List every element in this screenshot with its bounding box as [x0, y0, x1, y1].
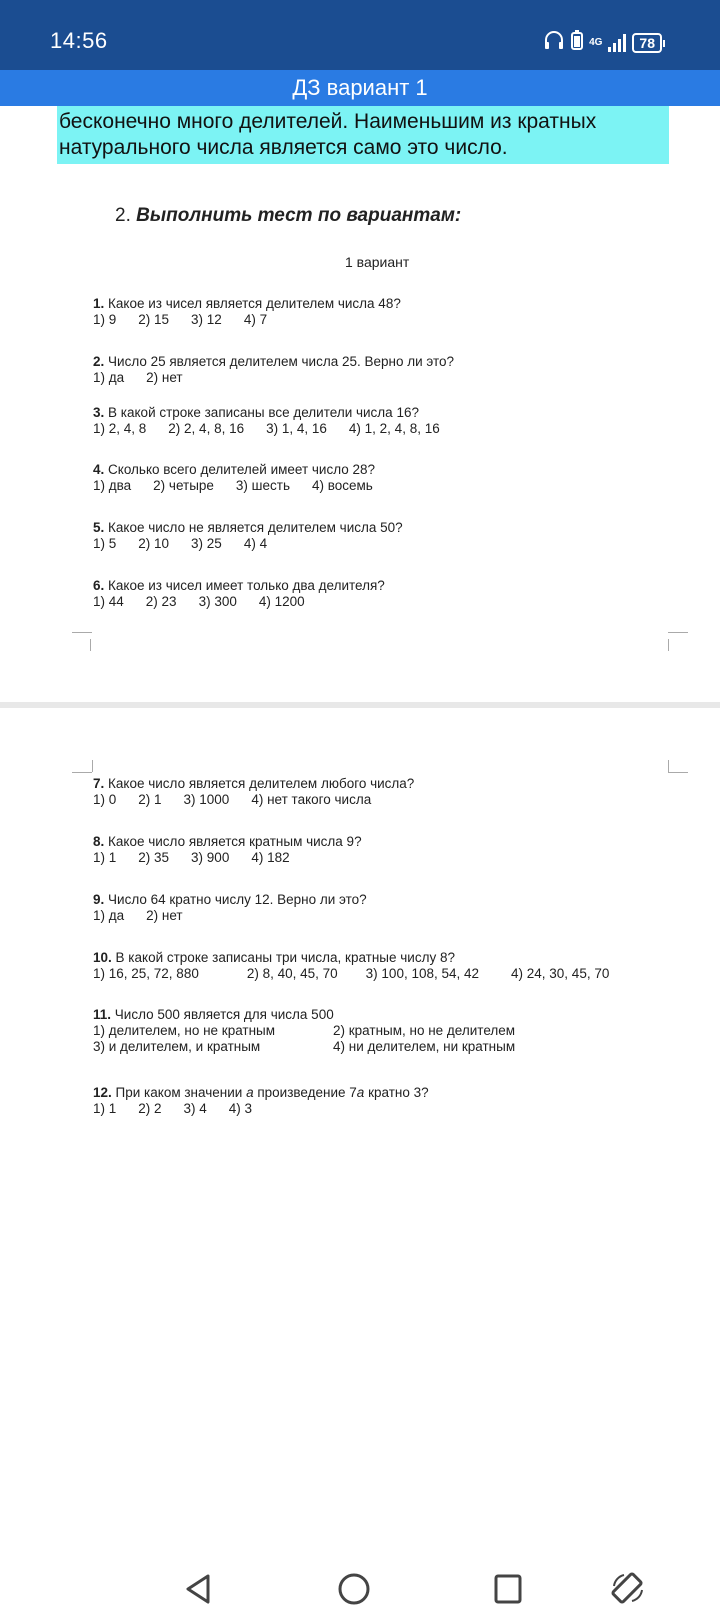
option: 3) 1, 4, 16 — [266, 421, 327, 436]
option: 2) 15 — [138, 312, 170, 327]
option: 1) 0 — [93, 792, 117, 807]
navigation-bar — [0, 1572, 720, 1612]
question-text: Сколько всего делителей имеет число 28? — [108, 462, 376, 477]
question-7 — [93, 776, 414, 808]
question-number: 11. — [93, 1007, 112, 1022]
question-text: кратно 3? — [368, 1085, 429, 1100]
option: 4) 1200 — [258, 594, 305, 609]
status-bar — [0, 0, 720, 70]
question-text: Какое число не является делителем числа 50? — [108, 520, 403, 535]
question-number: 12. — [93, 1085, 112, 1100]
option: 3) 25 — [191, 536, 222, 551]
option: 2) 2, 4, 8, 16 — [168, 421, 245, 436]
option: 1) да — [93, 908, 125, 923]
status-icons — [543, 30, 662, 55]
task-number: 2. — [115, 205, 131, 226]
question-9 — [93, 892, 367, 924]
option: 2) 23 — [145, 594, 177, 609]
battery-saver-icon — [571, 30, 583, 55]
question-2 — [93, 354, 454, 386]
question-text: Какое число является делителем любого числа? — [108, 776, 415, 791]
variable-a: а — [246, 1085, 254, 1100]
option: 2) 1 — [138, 792, 162, 807]
status-time: 14:56 — [50, 28, 108, 53]
question-number: 1. — [93, 296, 105, 311]
question-11 — [93, 1007, 573, 1055]
question-4 — [93, 462, 395, 494]
option: 1) два — [93, 478, 132, 493]
option: 1) 2, 4, 8 — [93, 421, 147, 436]
option: 1) 44 — [93, 594, 124, 609]
option: 1) 1 — [93, 850, 117, 865]
option: 4) 3 — [228, 1101, 253, 1116]
option: 4) восемь — [311, 478, 373, 493]
question-text: Число 64 кратно числу 12. Верно ли это? — [108, 892, 367, 907]
option: 1) 9 — [93, 312, 117, 327]
option: 3) 4 — [183, 1101, 207, 1116]
battery-level: 78 — [632, 33, 662, 53]
highlighted-text — [57, 106, 669, 164]
option: 2) нет — [146, 370, 183, 385]
option: 3) 100, 108, 54, 42 — [365, 966, 480, 981]
highlight-line: натурального числа является само это число. — [59, 136, 508, 159]
option: 2) нет — [146, 908, 183, 923]
question-number: 2. — [93, 354, 105, 369]
page-corner-mark — [72, 760, 92, 780]
option: 3) 1000 — [183, 792, 230, 807]
question-10 — [93, 950, 609, 982]
headphones-icon — [543, 30, 565, 55]
option: 1) делителем, но не кратным — [93, 1023, 276, 1038]
question-6 — [93, 578, 385, 610]
option: 2) 35 — [138, 850, 170, 865]
variable-a: а — [356, 1085, 365, 1100]
question-number: 3. — [93, 405, 105, 420]
home-button[interactable] — [337, 1572, 371, 1611]
option: 2) 10 — [138, 536, 170, 551]
variant-title: 1 вариант — [345, 254, 410, 270]
question-12 — [93, 1085, 429, 1117]
option: 1) да — [93, 370, 125, 385]
question-text: Число 500 является для числа 500 — [114, 1007, 334, 1022]
question-number: 10. — [93, 950, 112, 965]
network-type: 4G — [589, 36, 603, 48]
option: 4) ни делителем, ни кратным — [333, 1039, 516, 1054]
question-number: 6. — [93, 578, 105, 593]
option: 2) четыре — [153, 478, 214, 493]
page-corner-mark — [668, 760, 688, 780]
question-5 — [93, 520, 403, 552]
question-text: произведение 7 — [257, 1085, 357, 1100]
option: 2) 8, 40, 45, 70 — [246, 966, 338, 981]
page-separator — [0, 702, 720, 708]
question-number: 4. — [93, 462, 105, 477]
question-1 — [93, 296, 401, 328]
option: 2) 2 — [138, 1101, 162, 1116]
question-text: Какое число является кратным числа 9? — [108, 834, 362, 849]
back-button[interactable] — [182, 1572, 214, 1611]
question-text: В какой строке записаны три числа, кратные числу 8? — [115, 950, 455, 965]
option: 3) 12 — [191, 312, 222, 327]
document-title: ДЗ вариант 1 — [0, 70, 720, 106]
task-text: Выполнить тест по вариантам: — [136, 205, 462, 226]
question-number: 5. — [93, 520, 105, 535]
option: 4) 182 — [251, 850, 290, 865]
question-text: При каком значении — [115, 1085, 243, 1100]
question-text: Число 25 является делителем числа 25. Верно ли это? — [108, 354, 455, 369]
page-corner-mark — [668, 632, 688, 653]
option: 1) 5 — [93, 536, 117, 551]
question-number: 9. — [93, 892, 105, 907]
option: 3) 300 — [198, 594, 237, 609]
option: 1) 1 — [93, 1101, 117, 1116]
page-corner-mark — [72, 632, 92, 653]
option: 4) 1, 2, 4, 8, 16 — [348, 421, 440, 436]
option: 4) 24, 30, 45, 70 — [511, 966, 610, 981]
question-text: Какое из чисел имеет только два делителя? — [108, 578, 385, 593]
option: 3) 900 — [191, 850, 230, 865]
option: 1) 16, 25, 72, 880 — [93, 966, 199, 981]
question-3 — [93, 405, 462, 437]
option: 3) шесть — [235, 478, 290, 493]
question-number: 8. — [93, 834, 105, 849]
question-text: Какое из чисел является делителем числа 48? — [108, 296, 401, 311]
recent-apps-button[interactable] — [492, 1572, 524, 1611]
option: 4) 4 — [243, 536, 268, 551]
option: 4) 7 — [243, 312, 268, 327]
signal-icon — [608, 34, 626, 52]
option: 4) нет такого числа — [251, 792, 372, 807]
option: 2) кратным, но не делителем — [333, 1023, 516, 1038]
question-8 — [93, 834, 362, 866]
option: 3) и делителем, и кратным — [93, 1039, 261, 1054]
question-text: В какой строке записаны все делители числа 16? — [108, 405, 419, 420]
task-heading — [115, 205, 461, 227]
highlight-line: бесконечно много делителей. Наименьшим из кратных — [59, 110, 597, 133]
question-number: 7. — [93, 776, 105, 791]
rotate-screen-icon[interactable] — [610, 1572, 646, 1611]
